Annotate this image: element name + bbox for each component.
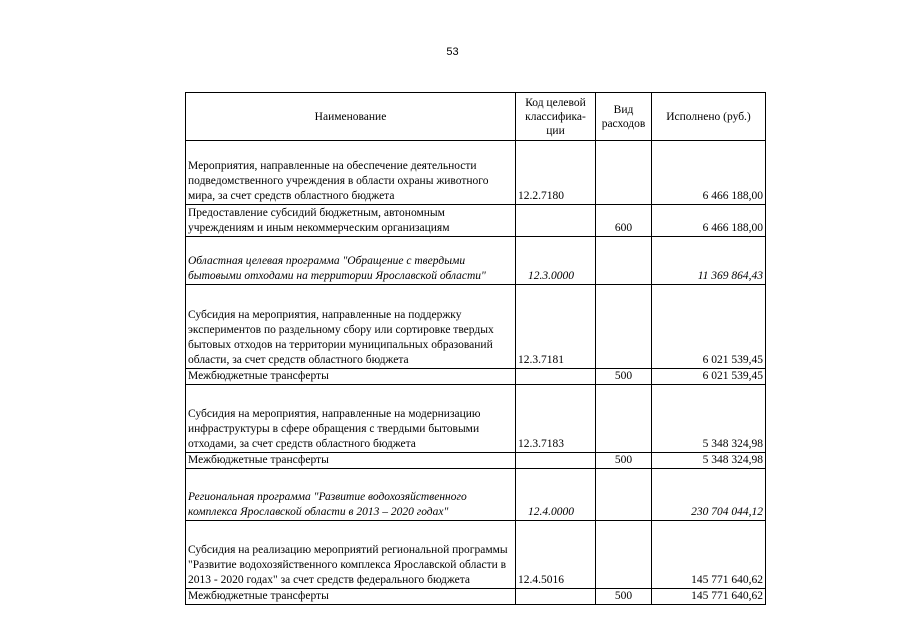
cell-name: Субсидия на мероприятия, направленные на поддержку экспериментов по раздельному сбору или сортировке твердых бытовых отходов на территории муниципальных образований области, за счет средств областного бюджета xyxy=(186,285,516,369)
cell-name: Областная целевая программа "Обращение с твердыми бытовыми отходами на территории Ярославской области" xyxy=(186,237,516,285)
cell-code: 12.3.7183 xyxy=(516,385,596,453)
cell-amount: 230 704 044,12 xyxy=(652,469,766,521)
cell-amount: 145 771 640,62 xyxy=(652,521,766,589)
page-number: 53 xyxy=(446,46,459,58)
cell-kind xyxy=(596,469,652,521)
header-amount: Исполнено (руб.) xyxy=(652,93,766,141)
cell-kind: 500 xyxy=(596,589,652,605)
cell-kind xyxy=(596,237,652,285)
header-code: Код целевой классифика-ции xyxy=(516,93,596,141)
cell-code: 12.4.0000 xyxy=(516,469,596,521)
table-row xyxy=(186,589,766,605)
cell-name: Региональная программа "Развитие водохозяйственного комплекса Ярославской области в 2013 – 2020 годах" xyxy=(186,469,516,521)
cell-code: 12.3.7181 xyxy=(516,285,596,369)
cell-amount: 6 466 188,00 xyxy=(652,205,766,237)
table-row xyxy=(186,453,766,469)
table-row xyxy=(186,237,766,285)
cell-name: Предоставление субсидий бюджетным, автономным учреждениям и иным некоммерческим организациям xyxy=(186,205,516,237)
cell-amount: 145 771 640,62 xyxy=(652,589,766,605)
cell-name: Мероприятия, направленные на обеспечение деятельности подведомственного учреждения в области охраны животного мира, за счет средств областного бюджета xyxy=(186,141,516,205)
cell-kind xyxy=(596,285,652,369)
table-row xyxy=(186,469,766,521)
cell-code xyxy=(516,453,596,469)
cell-code: 12.2.7180 xyxy=(516,141,596,205)
cell-amount: 5 348 324,98 xyxy=(652,385,766,453)
cell-amount: 6 021 539,45 xyxy=(652,369,766,385)
cell-code: 12.4.5016 xyxy=(516,521,596,589)
cell-code: 12.3.0000 xyxy=(516,237,596,285)
cell-name: Межбюджетные трансферты xyxy=(186,369,516,385)
table-row xyxy=(186,521,766,589)
table-row xyxy=(186,205,766,237)
cell-kind: 500 xyxy=(596,453,652,469)
cell-name: Межбюджетные трансферты xyxy=(186,589,516,605)
cell-amount: 5 348 324,98 xyxy=(652,453,766,469)
cell-name: Межбюджетные трансферты xyxy=(186,453,516,469)
cell-amount: 6 466 188,00 xyxy=(652,141,766,205)
cell-name: Субсидия на мероприятия, направленные на модернизацию инфраструктуры в сфере обращения с твердыми бытовыми отходами, за счет средств областного бюджета xyxy=(186,385,516,453)
budget-table xyxy=(185,92,766,605)
cell-code xyxy=(516,369,596,385)
cell-amount: 11 369 864,43 xyxy=(652,237,766,285)
table-row xyxy=(186,285,766,369)
cell-kind: 600 xyxy=(596,205,652,237)
cell-amount: 6 021 539,45 xyxy=(652,285,766,369)
header-kind: Вид расходов xyxy=(596,93,652,141)
header-row xyxy=(186,93,766,141)
table-row xyxy=(186,141,766,205)
header-name: Наименование xyxy=(186,93,516,141)
table-row xyxy=(186,385,766,453)
cell-kind xyxy=(596,385,652,453)
cell-kind xyxy=(596,521,652,589)
cell-name: Субсидия на реализацию мероприятий региональной программы "Развитие водохозяйственного комплекса Ярославской области в 2013 - 2020 годах" за счет средств федерального бюджета xyxy=(186,521,516,589)
cell-kind xyxy=(596,141,652,205)
cell-code xyxy=(516,205,596,237)
table-row xyxy=(186,369,766,385)
cell-code xyxy=(516,589,596,605)
cell-kind: 500 xyxy=(596,369,652,385)
